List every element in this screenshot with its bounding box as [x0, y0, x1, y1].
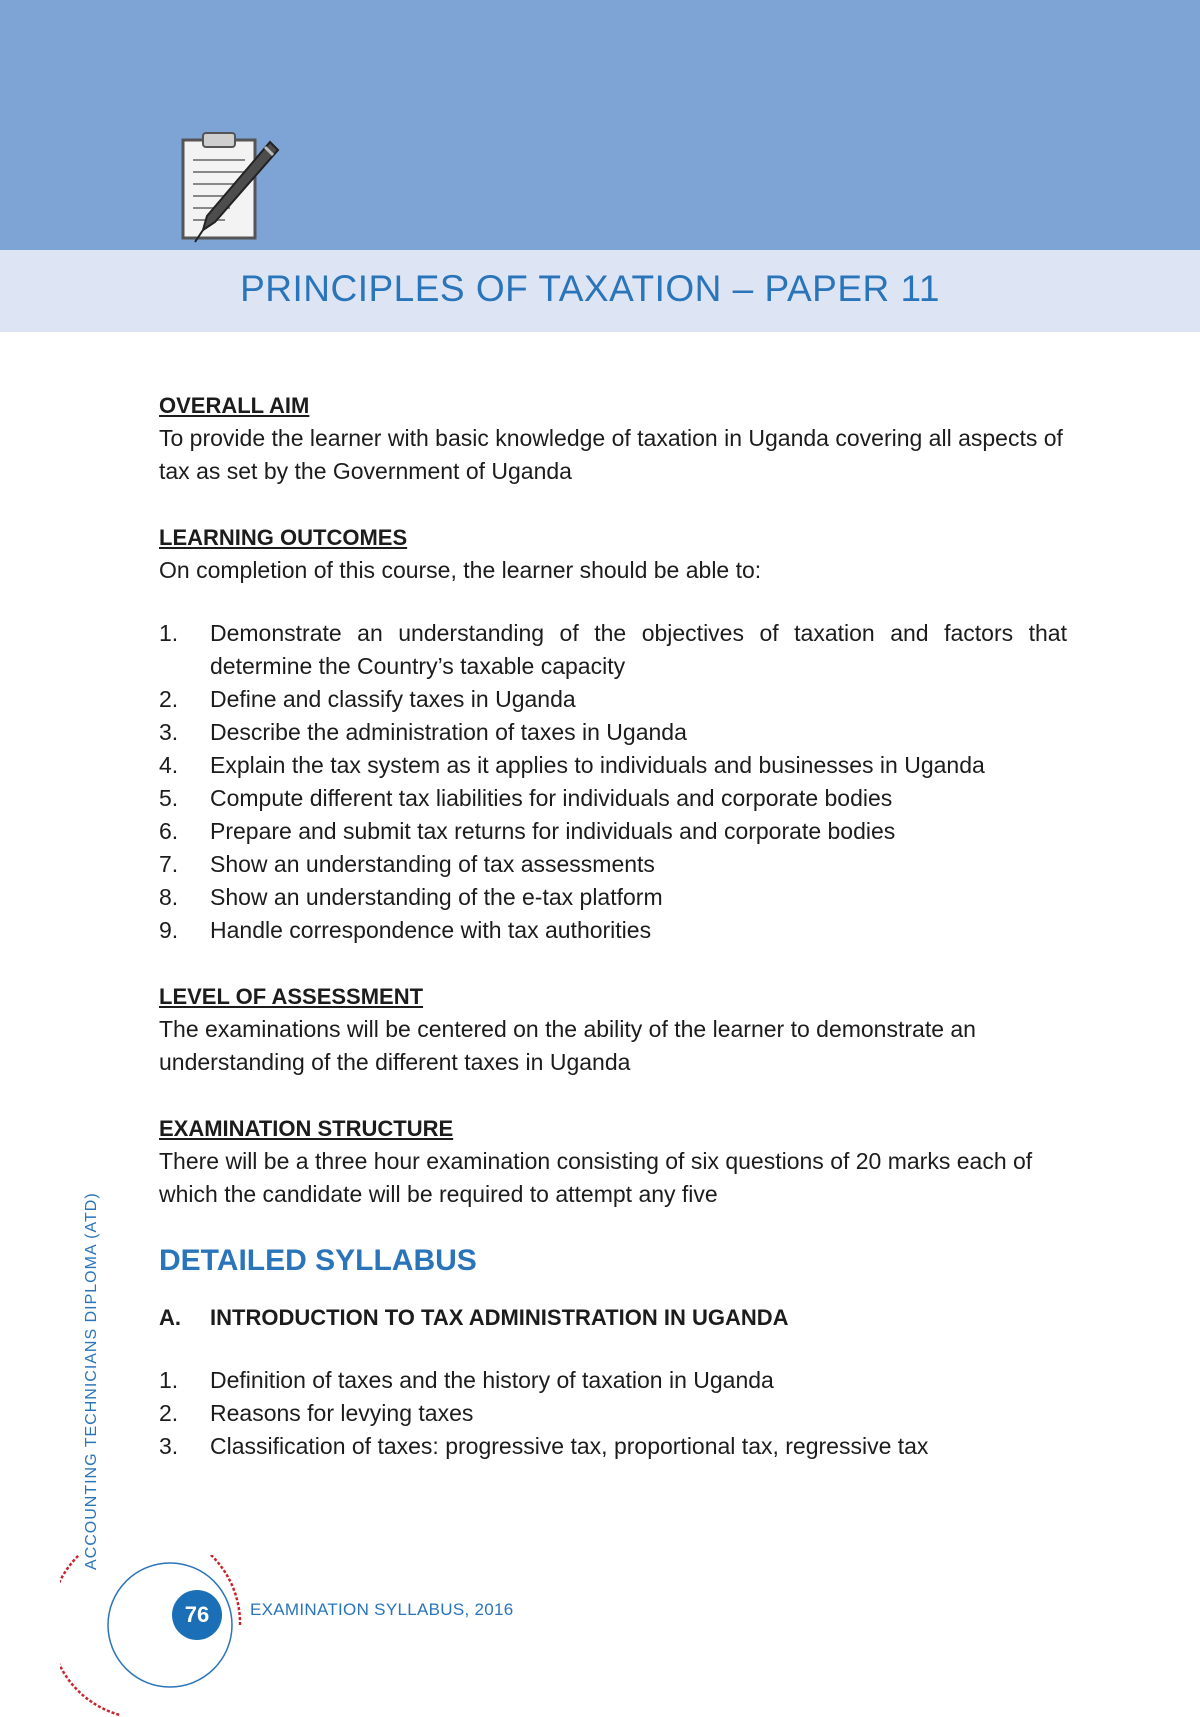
- learning-outcomes-list: [159, 617, 1067, 947]
- list-item: 9. Handle correspondence with tax authorities: [159, 917, 652, 943]
- sidebar-vertical-text: ACCOUNTING TECHNICIANS DIPLOMA (ATD): [83, 1192, 100, 1570]
- list-item: 3. Describe the administration of taxes in Uganda: [159, 719, 687, 745]
- examination-structure-text: There will be a three hour examination consisting of six questions of 20 marks each of which the candidate will be required to attempt any five: [159, 1148, 1033, 1207]
- section-a-list: [159, 1364, 1067, 1463]
- detailed-syllabus-heading: DETAILED SYLLABUS: [159, 1244, 477, 1277]
- footer-text: EXAMINATION SYLLABUS, 2016: [250, 1600, 514, 1619]
- list-item: 1. Demonstrate an understanding of the objectives of taxation and factors that determine the Country’s taxable capacity: [159, 620, 1067, 679]
- list-item: 2. Reasons for levying taxes: [159, 1400, 474, 1426]
- clipboard-pen-icon: [175, 130, 285, 248]
- list-item: 4. Explain the tax system as it applies to individuals and businesses in Uganda: [159, 752, 985, 778]
- learning-outcomes-heading: LEARNING OUTCOMES: [159, 525, 408, 550]
- page-title: PRINCIPLES OF TAXATION – PAPER 11: [240, 268, 940, 309]
- overall-aim-heading: OVERALL AIM: [159, 393, 310, 418]
- level-of-assessment-heading: LEVEL OF ASSESSMENT: [159, 984, 424, 1009]
- list-item: 7. Show an understanding of tax assessments: [159, 851, 655, 877]
- examination-structure-heading: EXAMINATION STRUCTURE: [159, 1116, 454, 1141]
- main-content: [159, 390, 1067, 1463]
- page-number: 76: [172, 1590, 222, 1640]
- list-item: 3. Classification of taxes: progressive tax, proportional tax, regressive tax: [159, 1433, 929, 1459]
- level-of-assessment-text: The examinations will be centered on the ability of the learner to demonstrate an understanding of the different taxes in Uganda: [159, 1016, 976, 1075]
- list-item: 2. Define and classify taxes in Uganda: [159, 686, 576, 712]
- list-item: 1. Definition of taxes and the history of taxation in Uganda: [159, 1367, 774, 1393]
- overall-aim-text: To provide the learner with basic knowledge of taxation in Uganda covering all aspects of tax as set by the Government of Uganda: [159, 425, 1063, 484]
- list-item: 5. Compute different tax liabilities for individuals and corporate bodies: [159, 785, 893, 811]
- section-a-heading: A. INTRODUCTION TO TAX ADMINISTRATION IN UGANDA: [159, 1305, 789, 1330]
- list-item: 8. Show an understanding of the e-tax platform: [159, 884, 663, 910]
- footer-decorative-circles: [60, 1555, 260, 1717]
- learning-outcomes-intro: On completion of this course, the learner should be able to:: [159, 557, 762, 583]
- list-item: 6. Prepare and submit tax returns for individuals and corporate bodies: [159, 818, 896, 844]
